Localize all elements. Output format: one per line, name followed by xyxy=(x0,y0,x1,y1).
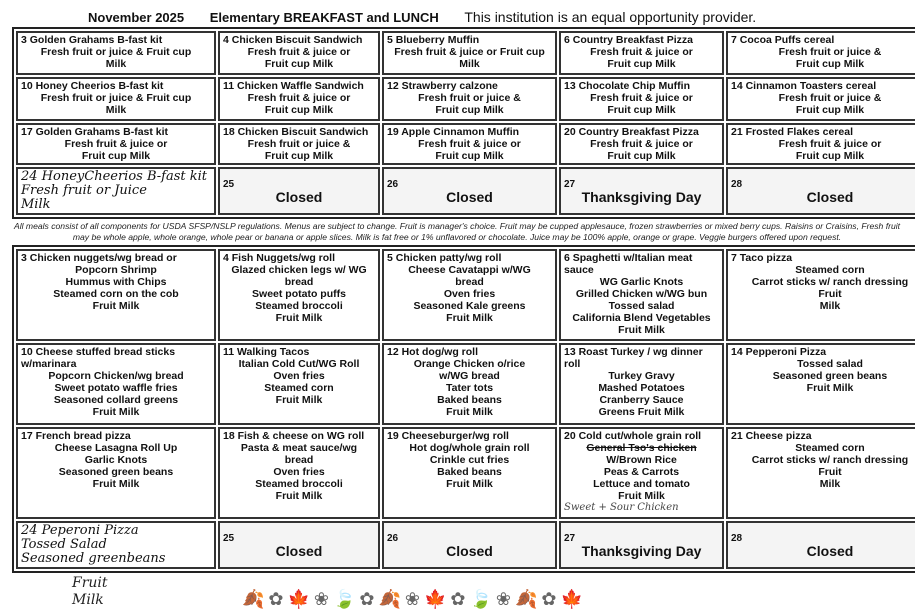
menu-line: Fresh fruit & juice or xyxy=(247,92,351,104)
menu-line: Orange Chicken o/rice xyxy=(413,358,526,370)
menu-line: Fruit cup Milk xyxy=(435,104,504,116)
lunch-day-cell xyxy=(218,427,380,519)
lunch-day-cell xyxy=(16,249,216,341)
breakfast-day-cell xyxy=(218,31,380,75)
handwritten-sweet-sour-note: Sweet + Sour Chicken xyxy=(564,502,679,513)
menu-line: 17 Golden Grahams B-fast kit xyxy=(21,126,169,138)
menu-line: Sweet potato waffle fries xyxy=(54,382,178,394)
menu-line: Fruit Milk xyxy=(275,490,323,502)
breakfast-day-cell xyxy=(726,167,915,215)
menu-line: Italian Cold Cut/WG Roll xyxy=(238,358,360,370)
breakfast-day-cell xyxy=(382,77,557,121)
handwritten-fruit-milk xyxy=(12,575,242,609)
menu-line: Fresh fruit & juice or xyxy=(590,138,693,150)
menu-line: 3 Golden Grahams B-fast kit xyxy=(21,34,163,46)
menu-line: Seasoned Kale greens xyxy=(413,300,526,312)
day-number: 26 xyxy=(387,533,399,544)
breakfast-day-cell xyxy=(559,31,724,75)
menu-line: Fruit Milk xyxy=(806,382,854,394)
menu-line: Fresh fruit or juice & Fruit cup xyxy=(40,46,192,58)
lunch-day-cell xyxy=(382,343,557,425)
menu-line: bread xyxy=(455,276,484,288)
menu-line: Fruit xyxy=(818,466,842,478)
menu-line: 10 Honey Cheerios B-fast kit xyxy=(21,80,164,92)
menu-line: Greens Fruit Milk xyxy=(598,406,685,418)
menu-line: Fresh fruit or juice & xyxy=(778,46,882,58)
closed-label: Closed xyxy=(806,189,854,205)
menu-line: Fruit Milk xyxy=(446,478,493,490)
lunch-day-cell xyxy=(382,427,557,519)
breakfast-calendar xyxy=(12,27,915,219)
menu-line: 20 Country Breakfast Pizza xyxy=(564,126,699,138)
menu-line: Fruit cup Milk xyxy=(795,150,865,162)
menu-line: Fruit Milk xyxy=(92,406,140,418)
lunch-day-cell xyxy=(559,343,724,425)
menu-line: Milk xyxy=(819,478,841,490)
breakfast-day-cell xyxy=(218,123,380,165)
menu-line: Fruit Milk xyxy=(618,324,665,336)
menu-line: Garlic Knots xyxy=(84,454,148,466)
closed-label: Thanksgiving Day xyxy=(581,189,702,205)
menu-line: 13 Chocolate Chip Muffin xyxy=(564,80,690,92)
menu-line: 19 Apple Cinnamon Muffin xyxy=(387,126,520,138)
menu-line: Carrot sticks w/ ranch dressing xyxy=(751,454,909,466)
handwritten-menu-line: Tossed Salad xyxy=(21,537,107,552)
menu-line: Turkey Gravy xyxy=(608,370,675,382)
breakfast-day-cell xyxy=(559,123,724,165)
breakfast-week-row xyxy=(16,167,915,215)
menu-line: Fresh fruit or juice & Fruit cup xyxy=(40,92,192,104)
menu-line: Fruit cup Milk xyxy=(795,104,865,116)
menu-line: 11 Chicken Waffle Sandwich xyxy=(223,80,364,92)
handwritten-menu-line: Seasoned greenbeans xyxy=(21,551,166,566)
lunch-day-cell xyxy=(726,521,915,569)
menu-line: Fruit cup Milk xyxy=(264,58,334,70)
breakfast-day-cell xyxy=(16,31,216,75)
handwritten-milk: Milk xyxy=(72,592,104,608)
breakfast-day-cell xyxy=(382,31,557,75)
menu-line: Milk xyxy=(105,58,127,70)
breakfast-day-cell xyxy=(16,123,216,165)
breakfast-day-cell xyxy=(16,77,216,121)
lunch-day-cell xyxy=(218,521,380,569)
menu-line: Glazed chicken legs w/ WG xyxy=(231,264,367,276)
menu-line: Fruit Milk xyxy=(446,406,493,418)
menu-line: 21 Frosted Flakes cereal xyxy=(731,126,853,138)
breakfast-week-row xyxy=(16,31,915,75)
menu-line: Fresh fruit & juice or Fruit cup xyxy=(394,46,545,58)
menu-line: 3 Chicken nuggets/wg bread or xyxy=(21,252,177,264)
menu-line: Fresh fruit & juice or xyxy=(590,92,693,104)
menu-line: Hummus with Chips xyxy=(65,276,167,288)
lunch-week-row xyxy=(16,249,915,341)
lunch-day-cell xyxy=(382,249,557,341)
menu-line: Seasoned collard greens xyxy=(53,394,179,406)
lunch-day-cell xyxy=(726,343,915,425)
day-number: 27 xyxy=(564,179,576,190)
menu-line: 5 Blueberry Muffin xyxy=(387,34,480,46)
menu-footnote: All meals consist of all components for USDA SFSP/NSLP regulations. Menus are subject to change. Fruit is manager's choice. Fruit may be cupped applesauce, frozen strawberries or mixed berry cups. Raisins or Craisins, Fresh fruit may be whole apple, whole orange, whole pear or banana or apple slices. Milk is fat free or 1% unflavored or chocolate. Juice may be 100% apple, orange or grape. Veggie burgers offered upon request. xyxy=(13,221,901,242)
menu-line: Steamed corn on the cob xyxy=(53,288,179,300)
menu-line: Hot dog/whole grain roll xyxy=(409,442,530,454)
menu-line: Fresh fruit & juice or xyxy=(418,138,521,150)
lunch-day-cell xyxy=(559,521,724,569)
closed-label: Thanksgiving Day xyxy=(581,543,702,559)
menu-line: 20 Cold cut/whole grain roll xyxy=(564,430,702,442)
handwritten-fruit: Fruit xyxy=(72,575,108,591)
handwritten-menu-line: Fresh fruit or Juice xyxy=(21,183,147,198)
menu-line: Fruit Milk xyxy=(446,312,493,324)
menu-line: Milk xyxy=(819,300,841,312)
menu-line: Tater tots xyxy=(445,382,494,394)
breakfast-day-cell xyxy=(726,123,915,165)
breakfast-day-cell xyxy=(218,77,380,121)
menu-line: Steamed corn xyxy=(264,382,334,394)
menu-line: 12 Strawberry calzone xyxy=(387,80,498,92)
menu-line: Mashed Potatoes xyxy=(598,382,685,394)
menu-line: 14 Pepperoni Pizza xyxy=(731,346,827,358)
menu-line: Fruit cup Milk xyxy=(795,58,865,70)
autumn-leaves-decoration: 🍂✿🍁❀🍃✿🍂❀🍁✿🍃❀🍂✿🍁 xyxy=(242,589,587,609)
menu-line: bread xyxy=(284,454,314,466)
menu-line: Fruit Milk xyxy=(92,300,140,312)
day-number: 27 xyxy=(564,533,576,544)
menu-line: Peas & Carrots xyxy=(603,466,680,478)
menu-line: Fresh fruit or juice & xyxy=(418,92,521,104)
menu-line: Fruit cup Milk xyxy=(264,104,334,116)
lunch-day-cell xyxy=(218,249,380,341)
menu-line: Fruit Milk xyxy=(618,490,665,502)
menu-line: Oven fries xyxy=(273,466,325,478)
breakfast-day-cell xyxy=(16,167,216,215)
menu-line: 12 Hot dog/wg roll xyxy=(387,346,478,358)
handwritten-menu-line: Milk xyxy=(21,197,51,212)
closed-label: Closed xyxy=(275,189,323,205)
menu-line: Pasta & meat sauce/wg xyxy=(240,442,358,454)
menu-line: Seasoned green beans xyxy=(58,466,174,478)
menu-line: Milk xyxy=(459,58,480,70)
page-header xyxy=(12,7,902,27)
menu-line: Fresh fruit & juice or xyxy=(778,138,882,150)
menu-line: Fruit cup Milk xyxy=(81,150,151,162)
lunch-week-row xyxy=(16,521,915,569)
menu-line: Fruit Milk xyxy=(275,394,323,406)
menu-line: Fresh fruit & juice or xyxy=(64,138,168,150)
menu-line: Popcorn Shrimp xyxy=(75,264,157,276)
menu-line: Fruit cup Milk xyxy=(607,150,676,162)
lunch-week-row xyxy=(16,343,915,425)
menu-line: Milk xyxy=(105,104,127,116)
menu-line: Steamed broccoli xyxy=(255,478,343,490)
day-number: 25 xyxy=(223,533,235,544)
menu-line: WG Garlic Knots xyxy=(599,276,684,288)
menu-line: bread xyxy=(284,276,314,288)
closed-label: Closed xyxy=(446,189,493,205)
menu-line: 18 Fish & cheese on WG roll xyxy=(223,430,365,442)
menu-line: 7 Cocoa Puffs cereal xyxy=(731,34,835,46)
menu-line: Seasoned green beans xyxy=(772,370,888,382)
closed-label: Closed xyxy=(446,543,493,559)
menu-line: Fruit cup Milk xyxy=(607,58,676,70)
menu-line: Popcorn Chicken/wg bread xyxy=(48,370,184,382)
breakfast-day-cell xyxy=(382,123,557,165)
month: November 2025 xyxy=(88,10,185,25)
menu-line: W/Brown Rice xyxy=(606,454,677,466)
menu-line: Tossed salad xyxy=(608,300,675,312)
menu-line: Oven fries xyxy=(273,370,325,382)
page-bottom xyxy=(12,575,902,610)
menu-line: Steamed corn xyxy=(795,264,865,276)
menu-line: Fruit Milk xyxy=(92,478,140,490)
breakfast-day-cell xyxy=(382,167,557,215)
menu-line: General Tso's chicken xyxy=(586,442,697,454)
menu-line: Fruit xyxy=(818,288,842,300)
menu-line: Cheese Cavatappi w/WG xyxy=(408,264,531,276)
breakfast-day-cell xyxy=(726,31,915,75)
menu-line: Fresh fruit or juice & xyxy=(247,138,351,150)
lunch-day-cell xyxy=(726,249,915,341)
menu-line: 13 Roast Turkey / wg dinner roll xyxy=(564,346,703,370)
menu-line: Fruit cup Milk xyxy=(435,150,504,162)
breakfast-day-cell xyxy=(559,77,724,121)
menu-line: Fruit Milk xyxy=(275,312,323,324)
day-number: 28 xyxy=(731,533,743,544)
menu-line: Fresh fruit & juice or xyxy=(590,46,693,58)
menu-line: Fruit cup Milk xyxy=(264,150,334,162)
breakfast-day-cell xyxy=(726,77,915,121)
menu-line: Fresh fruit & juice or xyxy=(247,46,351,58)
lunch-day-cell xyxy=(382,521,557,569)
menu-line: w/WG bread xyxy=(439,370,500,382)
handwritten-menu-line: 24 HoneyCheerios B-fast kit xyxy=(21,169,207,184)
breakfast-day-cell xyxy=(559,167,724,215)
menu-line: 4 Fish Nuggets/wg roll xyxy=(223,252,336,264)
menu-title: Elementary BREAKFAST and LUNCH xyxy=(209,10,439,25)
equal-opportunity-statement: This institution is an equal opportunity provider. xyxy=(464,9,757,25)
closed-label: Closed xyxy=(275,543,323,559)
day-number: 26 xyxy=(387,179,399,190)
lunch-day-cell xyxy=(218,343,380,425)
lunch-calendar xyxy=(12,245,915,573)
menu-line: 17 French bread pizza xyxy=(21,430,131,442)
menu-line: Sweet potato puffs xyxy=(252,288,346,300)
menu-line: Lettuce and tomato xyxy=(593,478,690,490)
breakfast-week-row xyxy=(16,123,915,165)
menu-line: Baked beans xyxy=(437,394,502,406)
menu-line: Tossed salad xyxy=(797,358,863,370)
menu-line: 6 Spaghetti w/Italian meat sauce xyxy=(564,252,693,276)
menu-line: Grilled Chicken w/WG bun xyxy=(575,288,708,300)
lunch-day-cell xyxy=(726,427,915,519)
handwritten-menu-line: 24 Peperoni Pizza xyxy=(21,523,139,538)
closed-label: Closed xyxy=(806,543,854,559)
menu-line: Cranberry Sauce xyxy=(599,394,684,406)
menu-line: Oven fries xyxy=(443,288,496,300)
menu-line: 5 Chicken patty/wg roll xyxy=(387,252,502,264)
lunch-week-row xyxy=(16,427,915,519)
day-number: 25 xyxy=(223,179,235,190)
lunch-day-cell xyxy=(16,427,216,519)
lunch-day-cell xyxy=(559,249,724,341)
menu-line: 14 Cinnamon Toasters cereal xyxy=(731,80,877,92)
menu-line: 18 Chicken Biscuit Sandwich xyxy=(223,126,369,138)
breakfast-week-row xyxy=(16,77,915,121)
menu-line: 4 Chicken Biscuit Sandwich xyxy=(223,34,363,46)
menu-line: 7 Taco pizza xyxy=(731,252,793,264)
lunch-day-cell xyxy=(16,343,216,425)
menu-line: 11 Walking Tacos xyxy=(223,346,310,358)
menu-line: 6 Country Breakfast Pizza xyxy=(564,34,693,46)
menu-line: California Blend Vegetables xyxy=(572,312,711,324)
menu-line: Crinkle cut fries xyxy=(429,454,510,466)
menu-line: Steamed corn xyxy=(795,442,865,454)
menu-line: 19 Cheeseburger/wg roll xyxy=(387,430,509,442)
day-number: 28 xyxy=(731,179,743,190)
menu-line: Fresh fruit or juice & xyxy=(778,92,882,104)
menu-line: Cheese Lasagna Roll Up xyxy=(54,442,178,454)
menu-line: 10 Cheese stuffed bread sticks w/marinara xyxy=(21,346,176,370)
menu-line: Fruit cup Milk xyxy=(607,104,676,116)
lunch-day-cell xyxy=(16,521,216,569)
menu-line: Baked beans xyxy=(437,466,502,478)
lunch-day-cell xyxy=(559,427,724,519)
menu-line: 21 Cheese pizza xyxy=(731,430,812,442)
menu-line: Steamed broccoli xyxy=(255,300,343,312)
breakfast-day-cell xyxy=(218,167,380,215)
menu-line: Carrot sticks w/ ranch dressing xyxy=(751,276,909,288)
